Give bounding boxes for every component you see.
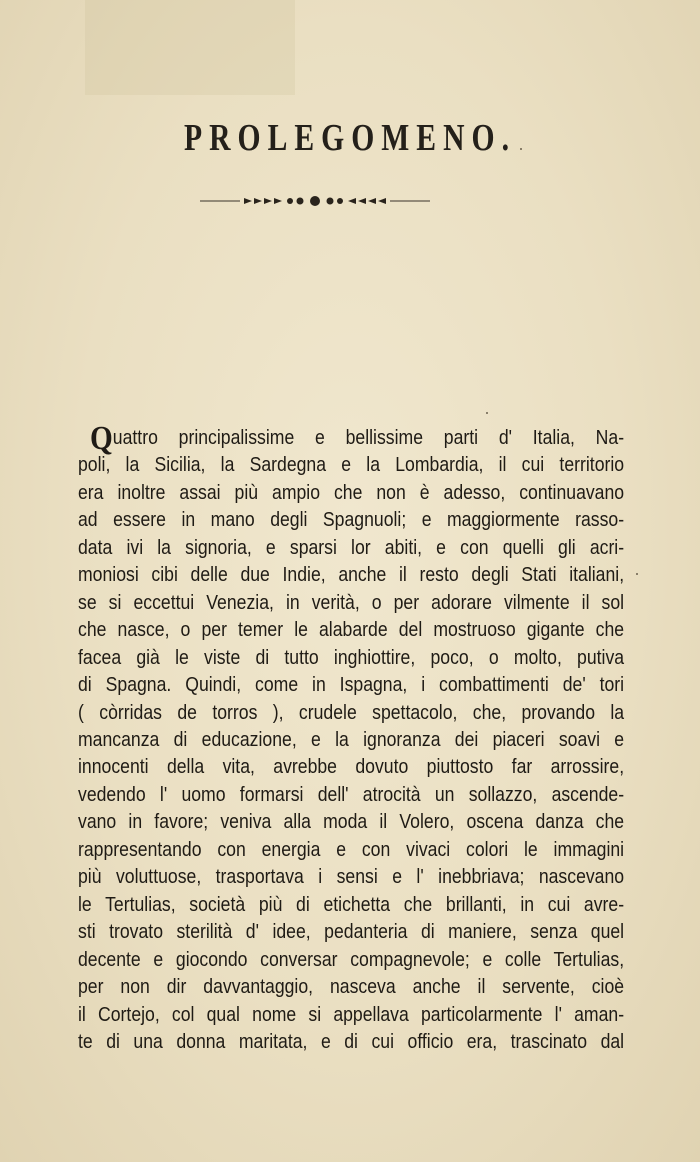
text-line: rappresentando con energia e con vivaci colori le immagini (78, 837, 625, 861)
text-line: il Cortejo, col qual nome si appellava particolarmente l' aman- (78, 1002, 625, 1026)
text-line: di Spagna. Quindi, come in Ispagna, i combattimenti de' tori (78, 673, 625, 697)
ink-speck (636, 573, 638, 575)
text-line: mancanza di educazione, e la ignoranza dei piaceri soavi e (78, 727, 625, 751)
text-line: poli, la Sicilia, la Sardegna e la Lombardia, il cui territorio (78, 453, 625, 477)
text-line: sti trovato sterilità d' idee, pedanteria di maniere, senza quel (78, 920, 625, 944)
text-line: era inoltre assai più ampio che non è adesso, continuavano (78, 480, 625, 504)
text-line: decente e giocondo conversar compagnevole; e colle Tertulias, (78, 947, 625, 971)
text-line: ad essere in mano degli Spagnuoli; e maggiormente rasso- (78, 508, 625, 532)
text-line: più voluttuose, trasportava i sensi e l' inebbriava; nascevano (78, 865, 625, 889)
text-line: per non dir davvantaggio, nasceva anche il servente, cioè (78, 975, 625, 999)
text-line: vano in favore; veniva alla moda il Volero, oscena danza che (78, 810, 625, 834)
text-line: moniosi cibi delle due Indie, anche il resto degli Stati italiani, (78, 563, 625, 587)
text-line: vedendo l' uomo formarsi dell' atrocità un sollazzo, ascende- (78, 782, 625, 806)
text-line: Quattro principalissime e bellissime parti d' Italia, Na- (90, 420, 625, 457)
ornament-divider-icon (200, 194, 430, 208)
body-paragraph (78, 420, 625, 1055)
text-line: che nasce, o per temer le alabarde del mostruoso gigante che (78, 618, 625, 642)
text-line: te di una donna maritata, e di cui officio era, trascinato dal (78, 1029, 625, 1053)
text-line: le Tertulias, società più di etichetta che brillanti, in cui avre- (78, 892, 625, 916)
text-line: innocenti della vita, avrebbe dovuto piuttosto far arrossire, (78, 755, 625, 779)
text-line: facea già le viste di tutto inghiottire, poco, o molto, putiva (78, 645, 625, 669)
text-line: se si eccettui Venezia, in verità, o per adorare vilmente il sol (78, 590, 625, 614)
drop-cap: Q (90, 420, 113, 457)
ink-speck (486, 412, 488, 414)
ink-speck (520, 148, 522, 150)
text-line: data ivi la signoria, e sparsi lor abiti, e con quelli gli acri- (78, 535, 625, 559)
text-line: ( còrridas de torros ), crudele spettacolo, che, provando la (78, 700, 625, 724)
chapter-title: PROLEGOMENO. (183, 117, 517, 159)
paper-stain (85, 0, 295, 95)
